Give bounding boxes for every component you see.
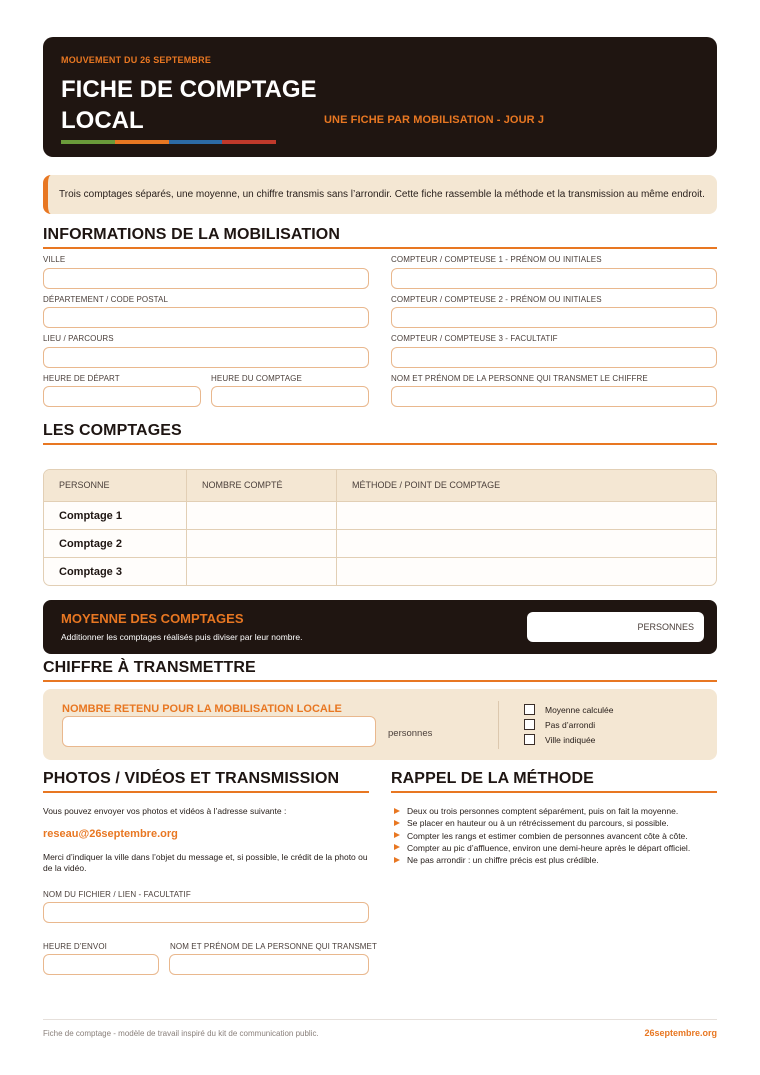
section-title-transmettre: CHIFFRE À TRANSMETTRE [43, 659, 256, 676]
list-item-text: Compter les rangs et estimer combien de personnes avancent côte à côte. [407, 830, 688, 841]
comptage2-methode-cell[interactable] [337, 530, 717, 557]
footer-site-link[interactable]: 26septembre.org [644, 1028, 717, 1038]
triangle-bullet-icon [394, 857, 400, 863]
checkbox[interactable] [524, 704, 535, 715]
triangle-bullet-icon [394, 820, 400, 826]
panel-divider [498, 701, 499, 749]
list-item [393, 830, 723, 842]
moyenne-unit: PERSONNES [637, 622, 694, 632]
table-row-label: Comptage 1 [59, 510, 122, 522]
nombre-retenu-panel [43, 689, 717, 760]
table-row-label: Comptage 3 [59, 566, 122, 578]
transmetteur-field[interactable] [391, 386, 717, 407]
section-rule [43, 680, 717, 682]
page-title: FICHE DE COMPTAGE LOCAL [61, 76, 317, 134]
transmetteur-label: NOM ET PRÉNOM DE LA PERSONNE QUI TRANSMET LE CHIFFRE [391, 374, 648, 383]
heure-envoi-label: HEURE D’ENVOI [43, 942, 107, 951]
triangle-bullet-icon [394, 844, 400, 850]
nombre-retenu-unit: personnes [388, 728, 433, 739]
check-moyenne-calculee [524, 704, 614, 715]
nombre-retenu-title: NOMBRE RETENU POUR LA MOBILISATION LOCALE [62, 703, 342, 715]
heure-depart-label: HEURE DE DÉPART [43, 374, 120, 383]
compteur3-field[interactable] [391, 347, 717, 368]
section-rule [43, 247, 717, 249]
heure-comptage-field[interactable] [211, 386, 369, 407]
color-bar [61, 140, 276, 144]
section-rule [43, 791, 369, 793]
photos-instructions: Merci d’indiquer la ville dans l’objet du message et, si possible, le crédit de la photo ou de la vidéo. [43, 852, 368, 873]
checkbox[interactable] [524, 734, 535, 745]
color-bar-segment-1 [61, 140, 115, 144]
methode-list [393, 805, 723, 866]
checkbox-label: Ville indiquée [545, 734, 596, 745]
ville-label: VILLE [43, 255, 66, 264]
list-item [393, 805, 723, 817]
section-title-informations: INFORMATIONS DE LA MOBILISATION [43, 226, 341, 243]
list-item [393, 817, 723, 829]
list-item [393, 854, 723, 866]
list-item-text: Deux ou trois personnes comptent séparément, puis on fait la moyenne. [407, 806, 679, 816]
table-row-label: Comptage 2 [59, 538, 122, 550]
compteur2-field[interactable] [391, 307, 717, 328]
departement-label: DÉPARTEMENT / CODE POSTAL [43, 295, 169, 304]
section-title-photos: PHOTOS / VIDÉOS ET TRANSMISSION [43, 770, 340, 787]
departement-field[interactable] [43, 307, 369, 328]
section-title-methode: RAPPEL DE LA MÉTHODE [391, 770, 594, 787]
check-pas-arrondi [524, 719, 595, 730]
heure-envoi-field[interactable] [43, 954, 159, 975]
moyenne-field[interactable] [527, 612, 704, 642]
list-item-text: Ne pas arrondir : un chiffre précis est plus crédible. [407, 855, 599, 866]
contact-email-link[interactable]: reseau@26septembre.org [43, 828, 178, 840]
compteur2-label: COMPTEUR / COMPTEUSE 2 - PRÉNOM OU INITIALES [391, 295, 602, 304]
photos-text: Vous pouvez envoyer vos photos et vidéos à l’adresse suivante : [43, 806, 287, 816]
ville-field[interactable] [43, 268, 369, 289]
footer-divider [43, 1019, 717, 1020]
lieu-label: LIEU / PARCOURS [43, 334, 114, 343]
color-bar-segment-3 [169, 140, 223, 144]
section-title-comptages: LES COMPTAGES [43, 422, 182, 439]
moyenne-panel [43, 600, 717, 654]
checkbox-label: Moyenne calculée [545, 704, 614, 715]
list-item [393, 842, 723, 854]
comptage3-nombre-cell[interactable] [187, 558, 336, 586]
comptage3-methode-cell[interactable] [337, 558, 717, 586]
checkbox[interactable] [524, 719, 535, 730]
fichier-field[interactable] [43, 902, 369, 923]
intro-callout: Trois comptages séparés, une moyenne, un chiffre transmis sans l’arrondir. Cette fiche rassemble la méthode et la transmission au même endroit. [43, 175, 717, 214]
comptage2-nombre-cell[interactable] [187, 530, 336, 557]
header-kicker: MOUVEMENT DU 26 SEPTEMBRE [61, 55, 212, 65]
compteur1-label: COMPTEUR / COMPTEUSE 1 - PRÉNOM OU INITIALES [391, 255, 602, 264]
color-bar-segment-2 [115, 140, 169, 144]
header-banner [43, 37, 717, 157]
moyenne-title: MOYENNE DES COMPTAGES [61, 611, 244, 626]
nombre-retenu-field[interactable] [62, 716, 376, 747]
color-bar-segment-4 [222, 140, 276, 144]
section-rule [391, 791, 717, 793]
section-rule [43, 443, 717, 445]
compteur1-field[interactable] [391, 268, 717, 289]
list-item-text: Compter au pic d’affluence, environ une demi-heure après le départ officiel. [407, 842, 691, 853]
list-item-text: Se placer en hauteur ou à un rétrécissement du parcours, si possible. [407, 818, 669, 829]
footer-note: Fiche de comptage - modèle de travail inspiré du kit de communication public. [43, 1029, 319, 1038]
transmetteur-photo-label: NOM ET PRÉNOM DE LA PERSONNE QUI TRANSMET [170, 942, 377, 951]
triangle-bullet-icon [394, 832, 400, 838]
table-header-nombre: NOMBRE COMPTÉ [202, 480, 283, 490]
comptage1-methode-cell[interactable] [337, 502, 717, 529]
heure-comptage-label: HEURE DU COMPTAGE [211, 374, 302, 383]
compteur3-label: COMPTEUR / COMPTEUSE 3 - FACULTATIF [391, 334, 558, 343]
moyenne-subtitle: Additionner les comptages réalisés puis diviser par leur nombre. [61, 632, 303, 642]
check-ville-indiquee [524, 734, 595, 745]
header-tagline: UNE FICHE PAR MOBILISATION - JOUR J [324, 114, 545, 126]
fichier-label: NOM DU FICHIER / LIEN - FACULTATIF [43, 890, 191, 899]
triangle-bullet-icon [394, 808, 400, 814]
comptage1-nombre-cell[interactable] [187, 502, 336, 529]
heure-depart-field[interactable] [43, 386, 201, 407]
comptages-table [43, 469, 717, 586]
checkbox-label: Pas d’arrondi [545, 719, 596, 730]
transmetteur-photo-field[interactable] [169, 954, 369, 975]
lieu-field[interactable] [43, 347, 369, 368]
table-header-personne: PERSONNE [59, 480, 110, 490]
table-header-methode: MÉTHODE / POINT DE COMPTAGE [352, 480, 501, 490]
